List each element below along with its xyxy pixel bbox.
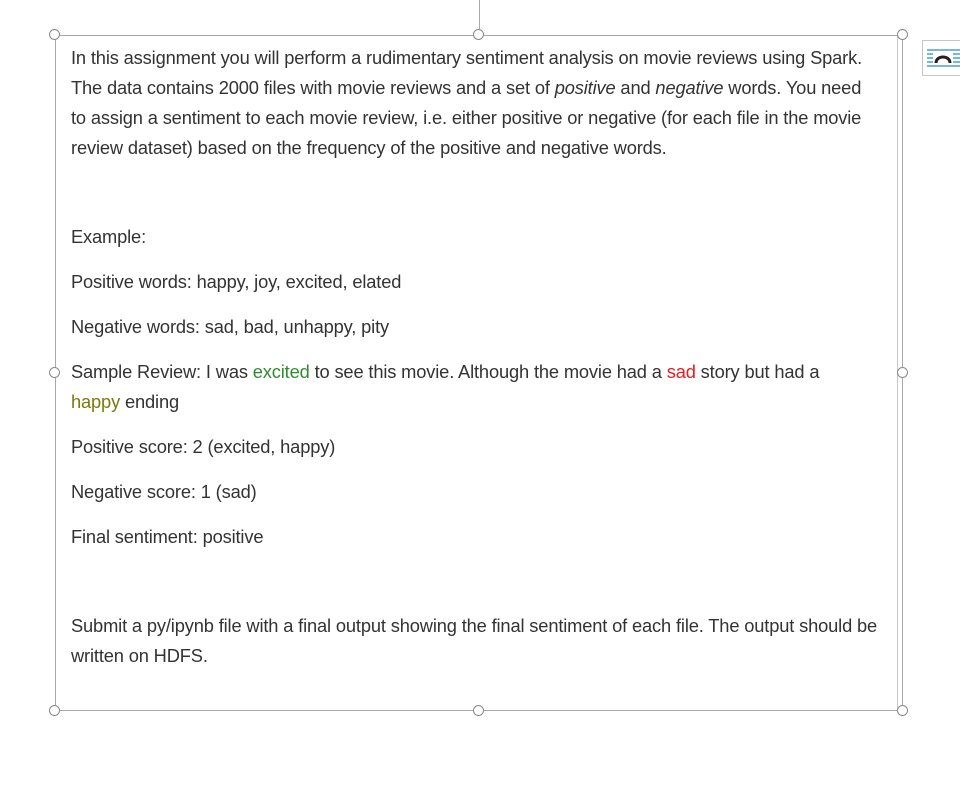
final-sentiment-line: Final sentiment: positive xyxy=(71,526,264,547)
highlight-happy: happy xyxy=(71,391,121,412)
submit-paragraph: Submit a py/ipynb file with a final output showing the final sentiment of each file. The output should be written on HDFS. xyxy=(71,615,878,666)
sample-review-paragraph xyxy=(71,357,881,417)
resize-handle-bottom-center-icon[interactable] xyxy=(473,705,484,716)
text-box-content[interactable] xyxy=(71,43,881,671)
intro-text-2: words. You need to assign a sentiment to each movie review, i.e. either positive or negative (for each file in the movie review dataset) based on the frequency of the positive and negative words. xyxy=(71,77,862,158)
sample-review-middle-2: story but had a xyxy=(695,361,820,382)
resize-handle-top-right-icon[interactable] xyxy=(897,29,908,40)
resize-handle-middle-left-icon[interactable] xyxy=(49,367,60,378)
layout-options-button[interactable] xyxy=(922,40,960,76)
example-label: Example: xyxy=(71,226,147,247)
negative-score-line: Negative score: 1 (sad) xyxy=(71,481,257,502)
intro-positive-word: positive xyxy=(554,77,616,98)
resize-handle-middle-right-icon[interactable] xyxy=(897,367,908,378)
intro-text-1: In this assignment you will perform a rudimentary sentiment analysis on movie reviews using Spark. The data contains 2000 files with movie reviews and a set of xyxy=(71,47,863,98)
positive-words-line: Positive words: happy, joy, excited, elated xyxy=(71,271,402,292)
negative-words-line: Negative words: sad, bad, unhappy, pity xyxy=(71,316,389,337)
intro-and: and xyxy=(615,77,656,98)
sample-review-prefix: Sample Review: I was xyxy=(71,361,253,382)
positive-score-line: Positive score: 2 (excited, happy) xyxy=(71,436,336,457)
highlight-excited: excited xyxy=(252,361,310,382)
resize-handle-top-left-icon[interactable] xyxy=(49,29,60,40)
sample-review-middle: to see this movie. Although the movie had a xyxy=(309,361,667,382)
layout-options-icon xyxy=(925,47,960,69)
resize-handle-top-center-icon[interactable] xyxy=(473,29,484,40)
resize-handle-bottom-right-icon[interactable] xyxy=(897,705,908,716)
highlight-sad: sad xyxy=(666,361,696,382)
intro-paragraph xyxy=(71,43,881,163)
intro-negative-word: negative xyxy=(655,77,724,98)
sample-review-suffix: ending xyxy=(120,391,179,412)
resize-handle-bottom-left-icon[interactable] xyxy=(49,705,60,716)
